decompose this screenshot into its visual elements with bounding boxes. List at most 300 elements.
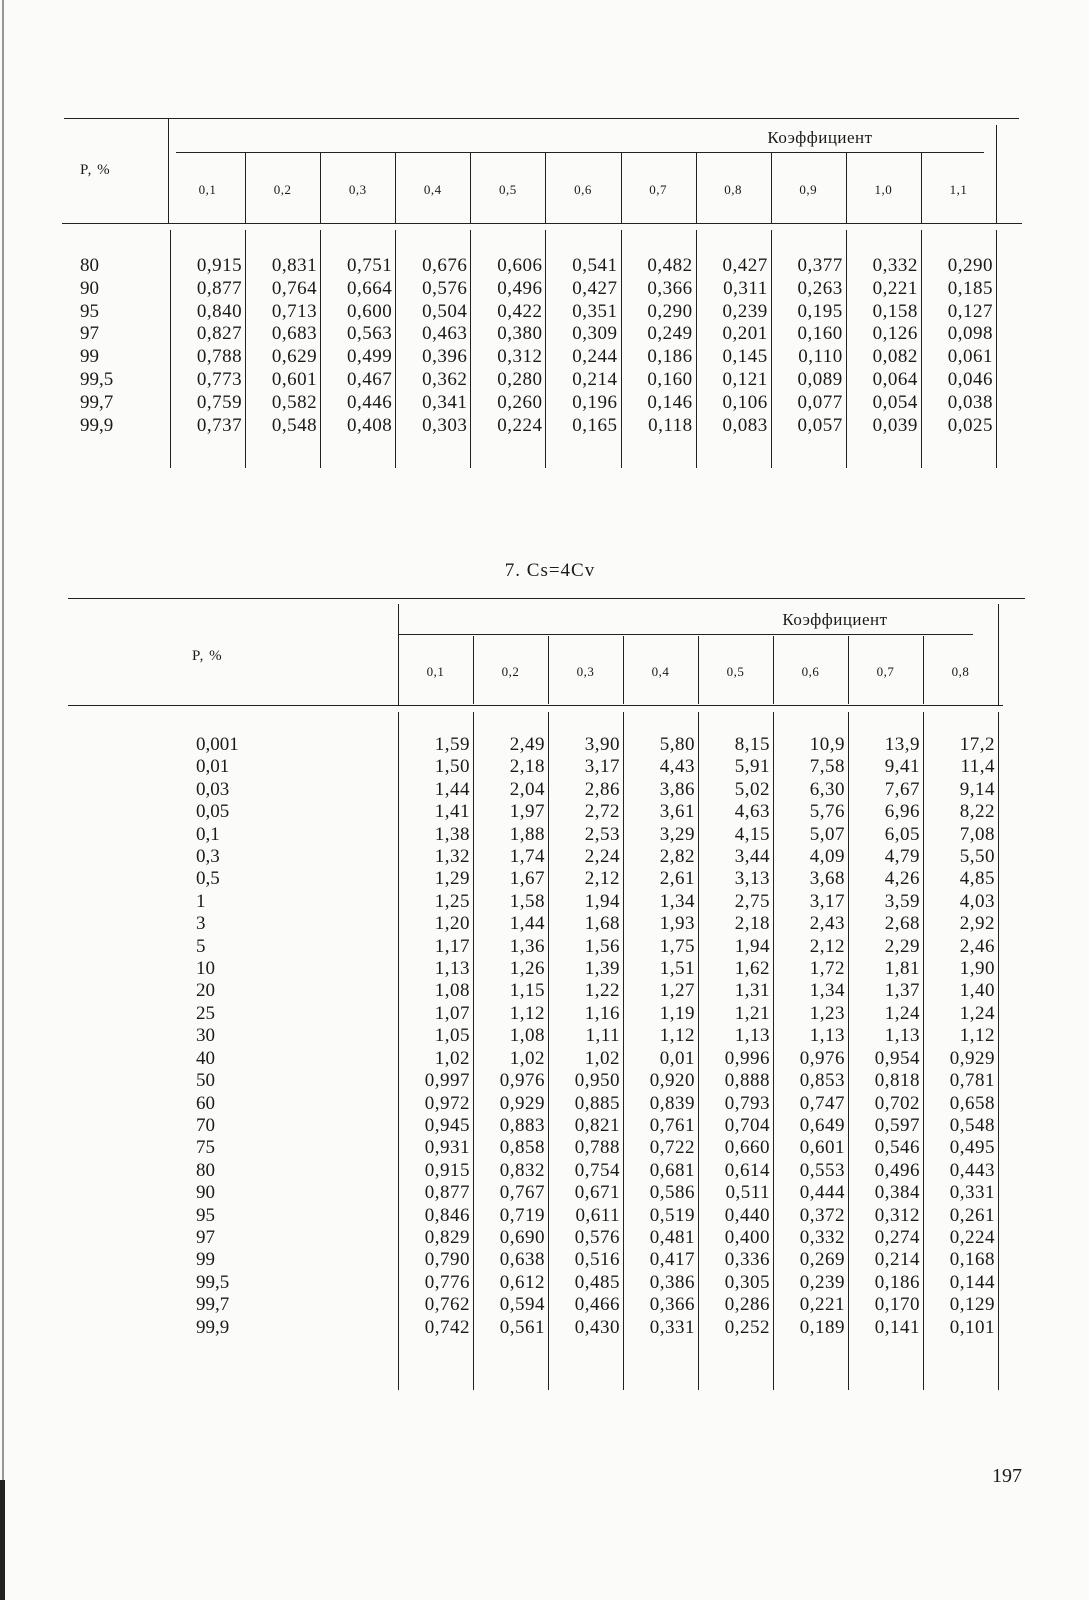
table2-cell: 1,13 xyxy=(884,1025,920,1047)
table2-cell: 5,91 xyxy=(734,756,770,778)
table1-cell: 0,362 xyxy=(422,368,468,390)
table1-cell: 0,773 xyxy=(196,368,243,390)
table2-cell: 4,09 xyxy=(809,846,845,868)
table1-header-separator xyxy=(771,153,772,223)
table1-p-value: 97 xyxy=(80,323,99,345)
table2-cell: 0,561 xyxy=(499,1316,545,1338)
table2-cell: 7,08 xyxy=(959,823,995,845)
table2-column-header: 0,3 xyxy=(576,664,595,679)
table2-cell: 2,92 xyxy=(959,913,995,935)
table1-header-separator xyxy=(545,153,546,223)
table2-p-value: 0,001 xyxy=(196,734,239,755)
table2-cell: 0,189 xyxy=(799,1316,845,1338)
table1-cell: 0,089 xyxy=(797,368,843,390)
table1-cell: 0,186 xyxy=(647,346,693,368)
table1-data-column xyxy=(170,255,242,437)
table1-header-separator xyxy=(470,153,471,223)
table2-cell: 2,46 xyxy=(959,935,995,957)
table2-cell: 1,13 xyxy=(434,958,470,980)
table2-cell: 1,58 xyxy=(509,890,545,912)
table2-p-value: 99,9 xyxy=(196,1316,230,1338)
table1-cell: 0,077 xyxy=(797,391,843,413)
table-caption: 7. Cs=4Cv xyxy=(504,560,596,581)
table1-cell: 0,563 xyxy=(347,323,393,345)
table2-cell: 3,90 xyxy=(584,734,620,755)
table1-column-header: 0,3 xyxy=(348,182,367,197)
table2-cell: 0,129 xyxy=(949,1294,995,1316)
table1-cell: 0,098 xyxy=(947,323,993,345)
table2-p-value: 95 xyxy=(196,1204,215,1226)
table2-column-header: 0,2 xyxy=(501,664,520,679)
table2-cell: 1,11 xyxy=(585,1025,620,1047)
table1-data-column xyxy=(696,255,768,437)
table1-body-separator xyxy=(996,230,997,468)
table2-column-header: 0,7 xyxy=(876,664,895,679)
page-binding-shadow xyxy=(0,1480,5,1600)
table2-cell: 0,638 xyxy=(499,1249,545,1271)
table2-data-column xyxy=(548,734,620,1339)
table2-p-value: 0,1 xyxy=(196,823,220,845)
table2-cell: 0,671 xyxy=(574,1182,620,1204)
table2-cell: 0,576 xyxy=(574,1226,620,1248)
table2-cell: 2,75 xyxy=(734,890,770,912)
table2-cell: 0,586 xyxy=(649,1182,695,1204)
table2-cell: 1,08 xyxy=(509,1025,545,1047)
table2-cell: 3,61 xyxy=(659,801,695,823)
table2-cell: 5,76 xyxy=(809,801,845,823)
table1-column-header: 0,7 xyxy=(649,182,667,197)
table1-column-header: 0,8 xyxy=(724,182,743,197)
table2-cell: 0,516 xyxy=(574,1249,620,1271)
table2-cell: 3,17 xyxy=(584,756,620,778)
table2-top-rule xyxy=(68,598,1025,599)
table2-column-header: 0,1 xyxy=(426,664,445,679)
table2-cell: 9,14 xyxy=(959,778,995,800)
table2-cell: 0,832 xyxy=(499,1159,545,1181)
table2-cell: 1,05 xyxy=(434,1025,470,1047)
table2-cell: 1,94 xyxy=(584,890,620,912)
table2-cell: 1,13 xyxy=(734,1025,770,1047)
table1-cell: 0,312 xyxy=(497,346,543,368)
table2-cell: 1,31 xyxy=(734,980,770,1002)
table2-cell: 0,788 xyxy=(574,1137,620,1159)
table2-cell: 0,612 xyxy=(499,1271,545,1293)
table2-p-value: 97 xyxy=(196,1226,215,1248)
table2-cell: 0,546 xyxy=(874,1137,920,1159)
table1-column-header: 1,0 xyxy=(874,182,893,197)
table2-p-value: 40 xyxy=(196,1047,215,1069)
table2-cell: 0,747 xyxy=(799,1092,845,1114)
table2-column-header: 0,6 xyxy=(801,664,820,679)
table2-cell: 0,614 xyxy=(724,1159,770,1181)
table1-header-separator xyxy=(846,153,847,223)
table2-cell: 0,658 xyxy=(949,1092,995,1114)
table2-cell: 0,690 xyxy=(499,1226,545,1248)
table2-cell: 0,384 xyxy=(874,1182,920,1204)
table1-header-separator xyxy=(921,153,922,223)
table2-cell: 0,366 xyxy=(649,1294,695,1316)
table1-cell: 0,582 xyxy=(271,391,318,413)
table1-data-column xyxy=(621,255,693,437)
table1-cell: 0,158 xyxy=(872,300,918,322)
table1-cell: 0,351 xyxy=(572,300,618,322)
table1-cell: 0,146 xyxy=(647,391,693,413)
table2-subheader-rule xyxy=(398,634,973,635)
table2-cell: 0,440 xyxy=(724,1204,770,1226)
table2-header-separator xyxy=(848,636,849,704)
table2-cell: 0,239 xyxy=(799,1271,845,1293)
table2-cell: 2,12 xyxy=(584,868,620,890)
table1-header-separator xyxy=(245,153,246,223)
table2-cell: 0,553 xyxy=(799,1159,845,1181)
table2-header-separator xyxy=(698,636,699,704)
table2-p-value: 99,5 xyxy=(196,1271,230,1293)
table2-p-value: 0,5 xyxy=(196,868,220,890)
table2-cell: 0,336 xyxy=(724,1249,770,1271)
table2-cell: 1,15 xyxy=(509,980,545,1002)
table2-cell: 1,62 xyxy=(734,958,770,980)
table1-cell: 0,664 xyxy=(347,277,393,299)
table1-cell: 0,499 xyxy=(347,346,393,368)
table2-cell: 1,37 xyxy=(884,980,920,1002)
table1-cell: 0,185 xyxy=(947,277,993,299)
table1-p-value: 99,7 xyxy=(80,391,114,413)
table2-p-value: 90 xyxy=(196,1182,215,1204)
table2-cell: 1,27 xyxy=(659,980,695,1002)
table1-cell: 0,061 xyxy=(947,346,993,368)
table1-header-separator xyxy=(395,153,396,223)
table2-cell: 2,53 xyxy=(584,823,620,845)
table2-cell: 6,96 xyxy=(884,801,920,823)
table2-cell: 1,17 xyxy=(434,935,470,957)
table2-cell: 1,23 xyxy=(809,1002,845,1024)
table1-p-value: 99 xyxy=(80,346,99,368)
table2-cell: 0,761 xyxy=(649,1114,695,1136)
table2-header-separator xyxy=(623,636,624,704)
table2-p-value: 75 xyxy=(196,1137,215,1159)
table2-p-value: 30 xyxy=(196,1025,215,1047)
table1-cell: 0,396 xyxy=(422,346,468,368)
table1-p-value: 99,9 xyxy=(80,414,114,436)
table1-cell: 0,224 xyxy=(497,414,543,436)
table1-p-value: 90 xyxy=(80,277,99,299)
table2-cell: 1,25 xyxy=(434,890,470,912)
table2-cell: 3,59 xyxy=(884,890,920,912)
table2-cell: 0,331 xyxy=(949,1182,995,1204)
table1-column-header: 0,4 xyxy=(423,182,442,197)
table2-cell: 4,43 xyxy=(659,756,695,778)
table2-cell: 0,818 xyxy=(874,1070,920,1092)
table2-p-value: 1 xyxy=(196,890,206,912)
table2-cell: 0,221 xyxy=(799,1294,845,1316)
table2-cell: 0,950 xyxy=(574,1070,620,1092)
table2-cell: 1,88 xyxy=(509,823,545,845)
table2-cell: 0,485 xyxy=(574,1271,620,1293)
table2-cell: 0,920 xyxy=(649,1070,695,1092)
table2-cell: 0,511 xyxy=(725,1182,770,1204)
table2-cell: 4,03 xyxy=(959,890,995,912)
table2-cell: 0,466 xyxy=(574,1294,620,1316)
table2-cell: 6,05 xyxy=(884,823,920,845)
table2-cell: 0,742 xyxy=(424,1316,470,1338)
table1-cell: 0,221 xyxy=(872,277,918,299)
table2-cell: 1,93 xyxy=(659,913,695,935)
table2-cell: 0,767 xyxy=(499,1182,545,1204)
table2-cell: 0,996 xyxy=(724,1047,770,1069)
table2-p-value: 10 xyxy=(196,958,215,980)
table1-cell: 0,496 xyxy=(497,277,543,299)
table2-cell: 0,601 xyxy=(799,1137,845,1159)
table2-cell: 0,704 xyxy=(724,1114,770,1136)
table1-cell: 0,083 xyxy=(722,414,768,436)
table2-cell: 0,972 xyxy=(424,1092,470,1114)
table1-column-header: 0,5 xyxy=(499,182,517,197)
table2-column-header: 0,4 xyxy=(651,664,670,679)
table2-cell: 0,719 xyxy=(499,1204,545,1226)
table2-cell: 0,331 xyxy=(649,1316,695,1338)
table2-data-column xyxy=(848,734,920,1339)
table2-cell: 1,13 xyxy=(809,1025,845,1047)
table1-cell: 0,831 xyxy=(271,255,318,276)
table1-column-header: 1,1 xyxy=(949,182,968,197)
table2-cell: 8,22 xyxy=(959,801,995,823)
table2-cell: 2,61 xyxy=(659,868,695,890)
table2-cell: 0,594 xyxy=(499,1294,545,1316)
table2-cell: 0,305 xyxy=(724,1271,770,1293)
table2-p-value: 25 xyxy=(196,1002,215,1024)
table1-cell: 0,118 xyxy=(648,414,693,436)
table1-cell: 0,127 xyxy=(947,300,993,322)
table1-cell: 0,332 xyxy=(872,255,918,276)
table2-cell: 0,997 xyxy=(424,1070,470,1092)
table1-cell: 0,422 xyxy=(497,300,543,322)
table2-cell: 0,976 xyxy=(799,1047,845,1069)
table1-cell: 0,482 xyxy=(647,255,693,276)
table1-title: Коэффициент xyxy=(767,128,873,147)
table2-cell: 3,17 xyxy=(809,890,845,912)
table2-cell: 1,74 xyxy=(509,846,545,868)
table2-cell: 3,13 xyxy=(734,868,770,890)
table2-cell: 1,72 xyxy=(809,958,845,980)
table2-cell: 0,400 xyxy=(724,1226,770,1248)
table1-cell: 0,309 xyxy=(572,323,618,345)
table1-header-separator xyxy=(696,153,697,223)
table2-cell: 5,02 xyxy=(734,778,770,800)
table2-cell: 1,19 xyxy=(659,1002,695,1024)
table2-cell: 1,24 xyxy=(959,1002,995,1024)
table1-cell: 0,290 xyxy=(647,300,693,322)
table2-cell: 4,85 xyxy=(959,868,995,890)
table2-cell: 0,444 xyxy=(799,1182,845,1204)
table2-data-column xyxy=(773,734,845,1339)
table2-cell: 10,9 xyxy=(809,734,845,755)
table1-cell: 0,601 xyxy=(271,368,318,390)
table2-p-value: 99,7 xyxy=(196,1294,230,1316)
table2-cell: 0,839 xyxy=(649,1092,695,1114)
table2-cell: 4,63 xyxy=(734,801,770,823)
table2-cell: 1,32 xyxy=(434,846,470,868)
table2-cell: 0,224 xyxy=(949,1226,995,1248)
table2-cell: 1,41 xyxy=(434,801,470,823)
table2-cell: 0,931 xyxy=(424,1137,470,1159)
table2-cell: 1,07 xyxy=(434,1002,470,1024)
table2-cell: 0,883 xyxy=(499,1114,545,1136)
table2-cell: 1,68 xyxy=(584,913,620,935)
table2-cell: 0,649 xyxy=(799,1114,845,1136)
table1-cell: 0,196 xyxy=(572,391,618,413)
table2-cell: 0,481 xyxy=(649,1226,695,1248)
table1-cell: 0,463 xyxy=(422,323,468,345)
table1-header-bottom-rule xyxy=(62,223,1022,224)
table2-p-label: P, % xyxy=(192,648,223,664)
table2-cell: 5,07 xyxy=(809,823,845,845)
table2-cell: 0,141 xyxy=(874,1316,920,1338)
table1-p-value: 95 xyxy=(80,300,99,322)
table1-data-column xyxy=(771,255,843,437)
table2-cell: 1,29 xyxy=(434,868,470,890)
table1-data-column xyxy=(470,255,542,437)
table1-cell: 0,106 xyxy=(722,391,768,413)
table2-header-separator xyxy=(548,636,549,704)
table2-cell: 1,81 xyxy=(884,958,920,980)
table1-cell: 0,840 xyxy=(196,300,243,322)
table1-cell: 0,377 xyxy=(797,255,843,276)
table1-cell: 0,160 xyxy=(797,323,843,345)
table2-p-value: 99 xyxy=(196,1249,215,1271)
table1-header-separator xyxy=(320,153,321,223)
table2-cell: 0,846 xyxy=(424,1204,470,1226)
table2-cell: 1,34 xyxy=(659,890,695,912)
table2-cell: 1,02 xyxy=(434,1047,470,1069)
table1-cell: 0,467 xyxy=(347,368,393,390)
table1-cell: 0,408 xyxy=(347,414,393,436)
table2-cell: 0,762 xyxy=(424,1294,470,1316)
table1-cell: 0,827 xyxy=(196,323,243,345)
table2-cell: 0,929 xyxy=(499,1092,545,1114)
table1-data-column xyxy=(545,255,617,437)
table1-cell: 0,366 xyxy=(647,277,693,299)
table2-cell: 2,24 xyxy=(584,846,620,868)
table1-stub-divider xyxy=(168,118,169,223)
table2-p-value: 50 xyxy=(196,1070,215,1092)
table2-cell: 0,170 xyxy=(874,1294,920,1316)
table2-header-bottom-rule xyxy=(68,705,1003,706)
table2-cell: 1,90 xyxy=(959,958,995,980)
table2-p-column xyxy=(196,734,239,1339)
table1-cell: 0,280 xyxy=(497,368,543,390)
table2-cell: 1,12 xyxy=(959,1025,995,1047)
table2-column-header: 0,5 xyxy=(726,664,745,679)
table2-cell: 1,12 xyxy=(659,1025,695,1047)
table1-data-column xyxy=(320,255,392,437)
table1-p-value: 99,5 xyxy=(80,368,114,390)
table2-cell: 9,41 xyxy=(884,756,920,778)
table1-cell: 0,263 xyxy=(797,277,843,299)
table2-p-value: 5 xyxy=(196,935,206,957)
table2-p-value: 0,01 xyxy=(196,756,230,778)
table1-data-column xyxy=(395,255,467,437)
table2-cell: 0,386 xyxy=(649,1271,695,1293)
table2-cell: 1,50 xyxy=(434,756,470,778)
table1-data-column xyxy=(921,255,993,437)
table2-cell: 0,611 xyxy=(575,1204,620,1226)
table1-cell: 0,427 xyxy=(572,277,618,299)
table2-cell: 1,24 xyxy=(884,1002,920,1024)
table2-p-value: 80 xyxy=(196,1159,215,1181)
table2-cell: 0,286 xyxy=(724,1294,770,1316)
table2-cell: 0,548 xyxy=(949,1114,995,1136)
table2-cell: 1,38 xyxy=(434,823,470,845)
table2-cell: 0,168 xyxy=(949,1249,995,1271)
table2-body-separator xyxy=(998,712,999,1390)
table2-cell: 4,15 xyxy=(734,823,770,845)
table1-cell: 0,165 xyxy=(572,414,618,436)
table2-cell: 2,18 xyxy=(509,756,545,778)
table1-cell: 0,683 xyxy=(271,323,318,345)
table2-cell: 1,75 xyxy=(659,935,695,957)
table2-header-separator xyxy=(923,636,924,704)
table1-cell: 0,504 xyxy=(422,300,468,322)
table2-cell: 0,781 xyxy=(949,1070,995,1092)
table1-column-header: 0,1 xyxy=(198,182,217,197)
table2-data-column xyxy=(923,734,995,1339)
table2-data-column xyxy=(473,734,545,1339)
table2-cell: 0,274 xyxy=(874,1226,920,1248)
table2-cell: 1,44 xyxy=(434,778,470,800)
table1-cell: 0,249 xyxy=(647,323,693,345)
table1-cell: 0,380 xyxy=(497,323,543,345)
table2-cell: 1,40 xyxy=(959,980,995,1002)
table1-cell: 0,341 xyxy=(422,391,468,413)
table1-cell: 0,121 xyxy=(722,368,768,390)
table1-subheader-rule xyxy=(176,152,984,153)
table1-cell: 0,082 xyxy=(872,346,918,368)
table2-cell: 0,877 xyxy=(424,1182,470,1204)
table2-cell: 0,214 xyxy=(874,1249,920,1271)
table1-cell: 0,713 xyxy=(271,300,318,322)
table2-cell: 0,976 xyxy=(499,1070,545,1092)
table1-cell: 0,629 xyxy=(271,346,318,368)
table2-cell: 0,312 xyxy=(874,1204,920,1226)
table1-cell: 0,290 xyxy=(947,255,993,276)
table1-p-column xyxy=(80,255,113,437)
table2-right-edge xyxy=(998,604,999,705)
table2-cell: 1,22 xyxy=(584,980,620,1002)
table2-p-value: 60 xyxy=(196,1092,215,1114)
table2-cell: 1,26 xyxy=(509,958,545,980)
table1-cell: 0,244 xyxy=(572,346,618,368)
table1-cell: 0,303 xyxy=(422,414,468,436)
page-number: 197 xyxy=(992,1465,1022,1487)
table1-data-column xyxy=(245,255,317,437)
table2-cell: 7,58 xyxy=(809,756,845,778)
table1-cell: 0,446 xyxy=(347,391,393,413)
table2-cell: 5,50 xyxy=(959,846,995,868)
table2-cell: 0,186 xyxy=(874,1271,920,1293)
table1-cell: 0,201 xyxy=(722,323,768,345)
table2-data-column xyxy=(398,734,470,1339)
table2-cell: 2,18 xyxy=(734,913,770,935)
table2-p-value: 20 xyxy=(196,980,215,1002)
table2-p-value: 0,03 xyxy=(196,778,230,800)
table2-cell: 1,08 xyxy=(434,980,470,1002)
table2-cell: 0,776 xyxy=(424,1271,470,1293)
table2-title: Коэффициент xyxy=(782,610,888,629)
table2-cell: 4,26 xyxy=(884,868,920,890)
table1-cell: 0,260 xyxy=(497,391,543,413)
table2-cell: 4,79 xyxy=(884,846,920,868)
table2-data-column xyxy=(698,734,770,1339)
